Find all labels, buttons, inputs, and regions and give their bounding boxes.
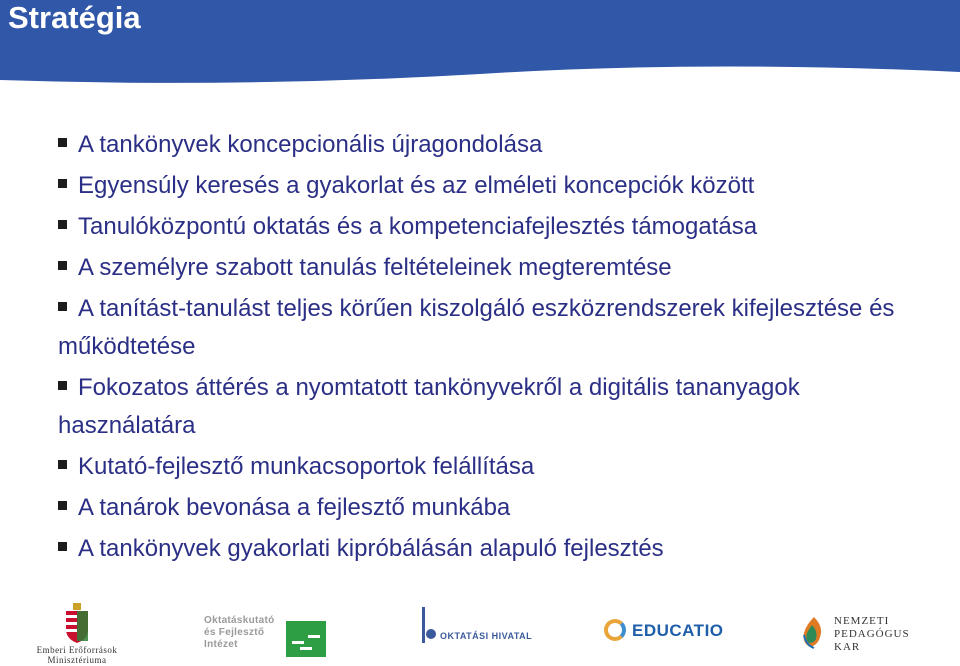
oh-logo-text: OKTATÁSI HIVATAL xyxy=(440,631,533,641)
list-item: A tanárok bevonása a fejlesztő munkába xyxy=(58,489,938,527)
educatio-logo-text: EDUCATIO xyxy=(632,621,724,640)
square-bullet-icon xyxy=(58,460,67,469)
educatio-ring-icon xyxy=(604,619,626,641)
npk-logo-text: NEMZETI PEDAGÓGUS KAR xyxy=(834,615,910,653)
square-bullet-icon xyxy=(58,220,67,229)
square-bullet-icon xyxy=(58,302,67,311)
list-item: A tanítást-tanulást teljes körűen kiszolgáló eszközrendszerek kifejlesztése és működtetése xyxy=(58,295,895,360)
partner-logos xyxy=(0,595,960,666)
educatio-logo xyxy=(604,617,724,651)
square-bullet-icon xyxy=(58,542,67,551)
list-item: A tankönyvek koncepcionális újragondolása xyxy=(58,126,938,164)
square-bullet-icon xyxy=(58,179,67,188)
list-item: Kutató-fejlesztő munkacsoportok felállítása xyxy=(58,448,938,486)
bullet-list xyxy=(58,126,938,571)
ofi-logo xyxy=(204,615,334,665)
list-item: A személyre szabott tanulás feltételeinek megteremtése xyxy=(58,249,938,287)
list-item: A tankönyvek gyakorlati kipróbálásán alapuló fejlesztés xyxy=(58,530,938,568)
ofi-logo-text: Oktatáskutató és Fejlesztő Intézet xyxy=(204,615,275,650)
emmi-logo xyxy=(28,603,126,665)
square-bullet-icon xyxy=(58,381,67,390)
ofi-logo-mark xyxy=(286,621,326,657)
list-item: Tanulóközpontú oktatás és a kompetenciafejlesztés támogatása xyxy=(58,208,938,246)
list-item: Fokozatos áttérés a nyomtatott tankönyvekről a digitális tananyagok használatára xyxy=(58,374,800,439)
emmi-logo-text: Emberi Erőforrások Minisztériuma xyxy=(36,645,118,665)
title-bar xyxy=(0,0,960,92)
square-bullet-icon xyxy=(58,261,67,270)
oktatasi-hivatal-logo xyxy=(416,607,533,651)
square-bullet-icon xyxy=(58,138,67,147)
npk-logo xyxy=(800,613,940,657)
coat-of-arms-icon xyxy=(64,603,90,643)
flame-icon xyxy=(800,615,828,649)
slide-title: Stratégia xyxy=(8,0,141,35)
square-bullet-icon xyxy=(58,501,67,510)
list-item: Egyensúly keresés a gyakorlat és az elméleti koncepciók között xyxy=(58,167,938,205)
title-bar-shape xyxy=(0,0,960,92)
oh-logo-mark xyxy=(426,629,436,639)
